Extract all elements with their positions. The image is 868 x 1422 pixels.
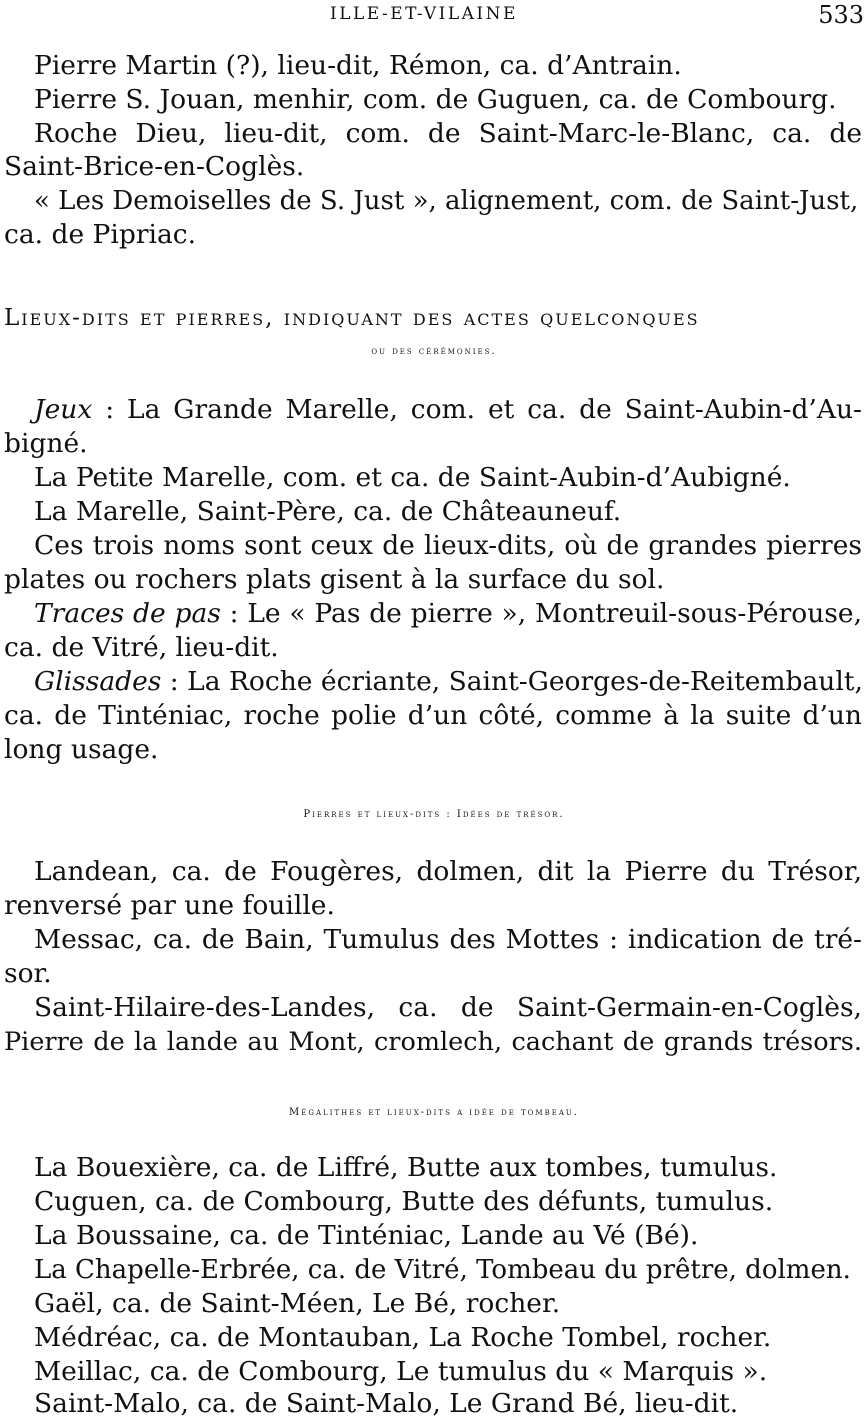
text-span: : La Grande Marelle, com. et ca. de Saint-Aubin-d’Au- <box>92 394 862 425</box>
text-line: Médréac, ca. de Montauban, La Roche Tombel, rocher. <box>34 1322 772 1353</box>
text-line: Gaël, ca. de Saint-Méen, Le Bé, rocher. <box>34 1288 561 1319</box>
text-line: La Bouexière, ca. de Liffré, Butte aux tombes, tumulus. <box>34 1152 778 1183</box>
text-line: long usage. <box>4 734 159 765</box>
text-line: sor. <box>4 958 52 989</box>
section-heading-continued: ou des cérémonies. <box>371 346 497 357</box>
text-line: La Boussaine, ca. de Tinténiac, Lande au Vé (Bé). <box>34 1220 699 1251</box>
text-line <box>34 394 862 426</box>
text-line: La Chapelle-Erbrée, ca. de Vitré, Tombeau du prêtre, dolmen. <box>34 1255 851 1285</box>
running-head <box>0 2 868 30</box>
italic-label: Jeux <box>34 394 93 425</box>
text-line: bigné. <box>4 428 88 459</box>
italic-label: Traces de pas <box>34 598 221 629</box>
text-line: La Petite Marelle, com. et ca. de Saint-Aubin-d’Aubigné. <box>34 462 791 493</box>
text-line: Meillac, ca. de Combourg, Le tumulus du « Marquis ». <box>34 1356 768 1387</box>
text-line: Saint-Hilaire-des-Landes, ca. de Saint-Germain-en-Coglès, <box>34 992 862 1023</box>
text-line: renversé par une fouille. <box>4 890 335 921</box>
text-line: Cuguen, ca. de Combourg, Butte des défunts, tumulus. <box>34 1186 774 1217</box>
section-heading: Lieux-dits et pierres, indiquant des actes quelconques <box>4 305 700 331</box>
text-span: : Le « Pas de pierre », Montreuil-sous-Pérouse, <box>220 598 862 629</box>
text-line: « Les Demoiselles de S. Just », alignement, com. de Saint-Just, <box>34 186 859 216</box>
text-line: Pierre S. Jouan, menhir, com. de Guguen, ca. de Combourg. <box>34 84 837 115</box>
italic-label: Glissades <box>34 666 162 697</box>
text-line: Pierre de la lande au Mont, cromlech, cachant de grands trésors. <box>4 1027 862 1057</box>
running-head-title: ILLE-ET-VILAINE <box>330 4 518 24</box>
text-line: Saint-Brice-en-Coglès. <box>4 151 305 182</box>
text-line: ca. de Pipriac. <box>4 219 197 250</box>
text-line: ca. de Vitré, lieu-dit. <box>4 632 279 663</box>
section-heading: Mégalithes et lieux-dits a idée de tombeau. <box>289 1107 579 1118</box>
text-line: Pierre Martin (?), lieu-dit, Rémon, ca. d’Antrain. <box>34 50 682 81</box>
text-line: ca. de Tinténiac, roche polie d’un côté, comme à la suite d’un <box>4 700 862 731</box>
text-line: Ces trois noms sont ceux de lieux-dits, où de grandes pierres <box>34 530 862 561</box>
text-line: Saint-Malo, ca. de Saint-Malo, Le Grand Bé, lieu-dit. <box>34 1388 739 1419</box>
text-line: plates ou rochers plats gisent à la surface du sol. <box>4 564 665 595</box>
text-line: La Marelle, Saint-Père, ca. de Châteauneuf. <box>34 496 622 527</box>
text-line: Roche Dieu, lieu-dit, com. de Saint-Marc-le-Blanc, ca. de <box>34 118 862 149</box>
text-span: : La Roche écriante, Saint-Georges-de-Reitembault, <box>161 666 863 697</box>
text-line: Landean, ca. de Fougères, dolmen, dit la Pierre du Trésor, <box>34 856 862 887</box>
text-line <box>34 666 862 698</box>
section-heading: Pierres et lieux-dits : Idées de trésor. <box>303 809 565 820</box>
text-line <box>34 598 862 630</box>
page-number: 533 <box>818 1 864 29</box>
text-line: Messac, ca. de Bain, Tumulus des Mottes : indication de tré- <box>34 924 862 955</box>
